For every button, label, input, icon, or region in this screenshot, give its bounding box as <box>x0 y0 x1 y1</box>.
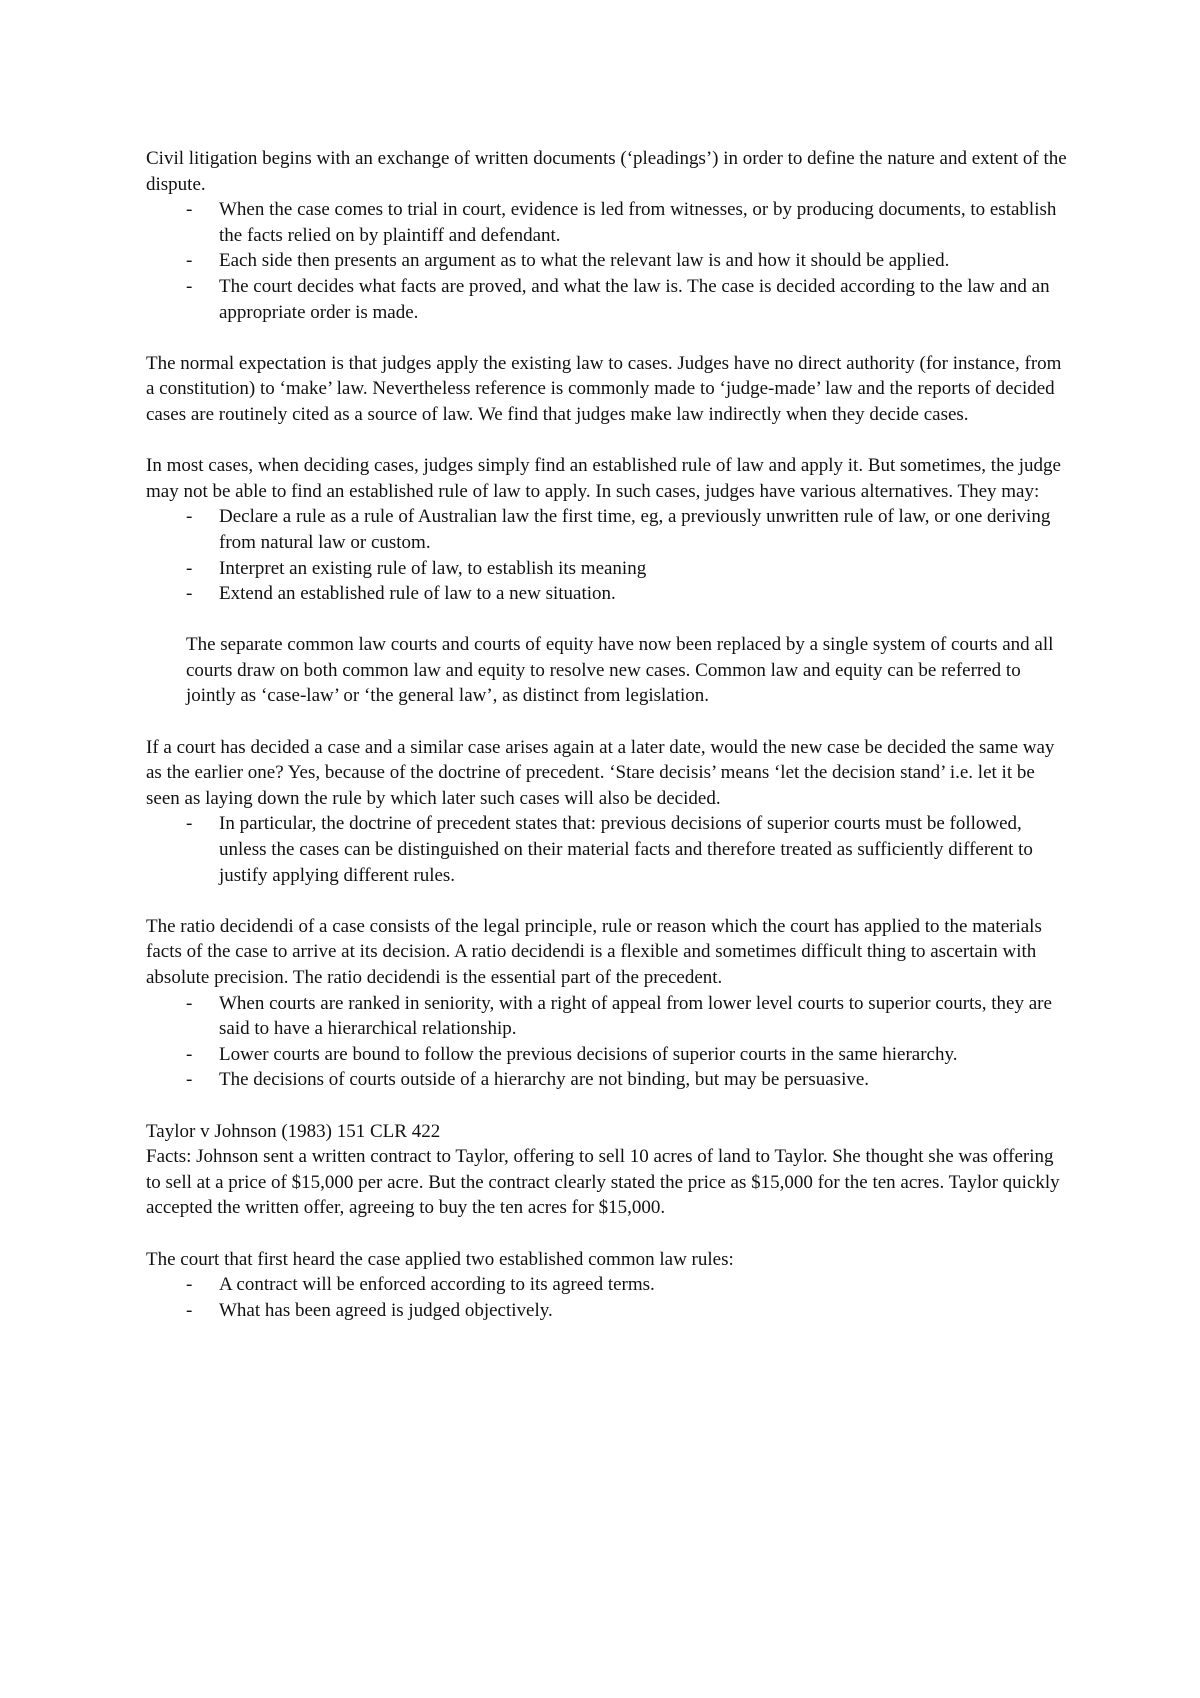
list-item-text: The court decides what facts are proved, and what the law is. The case is decided according to the law and an appropriate order is made. <box>219 275 1050 323</box>
case-facts: Facts: Johnson sent a written contract to Taylor, offering to sell 10 acres of land to Taylor. She thought she was offering to sell at a price of $15,000 per acre. But the contract clearly stated the price as $15,000 for the ten acres. Taylor quickly accepted the written offer, agreeing to buy the ten acres for $15,000. <box>146 1146 1060 1219</box>
bullet-list <box>146 1272 1068 1323</box>
dash-bullet: - <box>186 813 193 835</box>
paragraph: The court that first heard the case applied two established common law rules: <box>146 1248 734 1270</box>
list-item <box>146 248 1068 274</box>
list-item-text: A contract will be enforced according to its agreed terms. <box>219 1274 655 1296</box>
dash-bullet: - <box>186 1274 193 1296</box>
dash-bullet: - <box>186 199 193 221</box>
list-item-text: The decisions of courts outside of a hierarchy are not binding, but may be persuasive. <box>219 1069 870 1091</box>
list-item <box>146 581 1068 607</box>
dash-bullet: - <box>186 583 193 605</box>
paragraph: In most cases, when deciding cases, judges simply find an established rule of law and apply it. But sometimes, the judge may not be able to find an established rule of law to apply. In such cases, judges have various alternatives. They may: <box>146 455 1061 502</box>
list-item <box>146 274 1068 325</box>
bullet-list <box>146 197 1068 325</box>
bullet-list <box>146 504 1068 606</box>
list-item-text: What has been agreed is judged objectively. <box>219 1299 553 1321</box>
list-item-text: Declare a rule as a rule of Australian law the first time, eg, a previously unwritten rule of law, or one deriving from natural law or custom. <box>219 506 1051 553</box>
bullet-list <box>146 991 1068 1093</box>
dash-bullet: - <box>186 275 193 297</box>
list-item <box>146 1272 1068 1298</box>
paragraph: If a court has decided a case and a similar case arises again at a later date, would the new case be decided the same way as the earlier one? Yes, because of the doctrine of precedent. ‘Stare decisis’ means ‘let the decision stand’ i.e. let it be seen as laying down the rule by which later such cases will also be decided. <box>146 736 1055 809</box>
list-item-text: Each side then presents an argument as to what the relevant law is and how it should be applied. <box>219 250 950 272</box>
paragraph: The ratio decidendi of a case consists of the legal principle, rule or reason which the court has applied to the materials facts of the case to arrive at its decision. A ratio decidendi is a flexible and sometimes difficult thing to ascertain with absolute precision. The ratio decidendi is the essential part of the precedent. <box>146 915 1042 988</box>
list-item <box>146 991 1068 1042</box>
list-item-text: Interpret an existing rule of law, to establish its meaning <box>219 557 647 579</box>
document-body <box>146 146 1068 1323</box>
dash-bullet: - <box>186 1043 193 1065</box>
list-item-text: Lower courts are bound to follow the previous decisions of superior courts in the same hierarchy. <box>219 1043 958 1065</box>
dash-bullet: - <box>186 1069 193 1091</box>
list-item-text: When the case comes to trial in court, evidence is led from witnesses, or by producing documents, to establish the facts relied on by plaintiff and defendant. <box>219 199 1057 246</box>
list-item <box>146 1042 1068 1068</box>
list-item-text: Extend an established rule of law to a new situation. <box>219 583 616 605</box>
list-item <box>146 556 1068 582</box>
list-item <box>146 811 1068 888</box>
paragraph: The normal expectation is that judges apply the existing law to cases. Judges have no direct authority (for instance, from a constitution) to ‘make’ law. Nevertheless reference is commonly made to ‘judge-made’ law and the reports of decided cases are routinely cited as a source of law. We find that judges make law indirectly when they decide cases. <box>146 352 1062 425</box>
list-item <box>146 504 1068 555</box>
case-citation: Taylor v Johnson (1983) 151 CLR 422 <box>146 1120 441 1142</box>
indented-paragraph: The separate common law courts and courts of equity have now been replaced by a single system of courts and all courts draw on both common law and equity to resolve new cases. Common law and equity can be referred to jointly as ‘case-law’ or ‘the general law’, as distinct from legislation. <box>186 634 1054 707</box>
dash-bullet: - <box>186 1299 193 1321</box>
dash-bullet: - <box>186 506 193 528</box>
dash-bullet: - <box>186 557 193 579</box>
list-item <box>146 1067 1068 1093</box>
dash-bullet: - <box>186 992 193 1014</box>
list-item-text: In particular, the doctrine of precedent states that: previous decisions of superior courts must be followed, unless the cases can be distinguished on their material facts and therefore treated as sufficiently different to justify applying different rules. <box>219 813 1033 886</box>
paragraph: Civil litigation begins with an exchange of written documents (‘pleadings’) in order to define the nature and extent of the dispute. <box>146 148 1067 195</box>
list-item <box>146 1298 1068 1324</box>
dash-bullet: - <box>186 250 193 272</box>
list-item-text: When courts are ranked in seniority, with a right of appeal from lower level courts to superior courts, they are said to have a hierarchical relationship. <box>219 992 1052 1040</box>
bullet-list <box>146 811 1068 888</box>
list-item <box>146 197 1068 248</box>
